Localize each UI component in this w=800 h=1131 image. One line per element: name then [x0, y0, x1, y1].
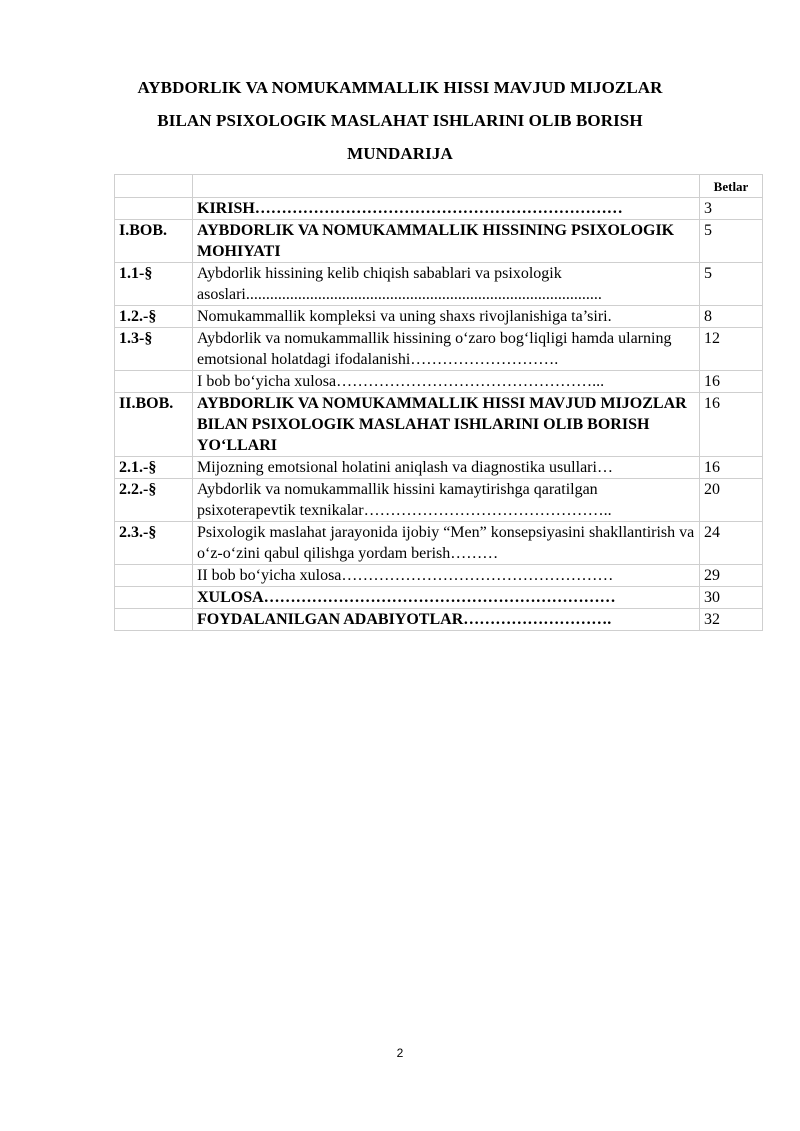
toc-row-page: 16 — [700, 457, 763, 479]
toc-row-number — [115, 565, 193, 587]
toc-row-title: AYBDORLIK VA NOMUKAMMALLIK HISSINING PSIXOLOGIK MOHIYATI — [193, 220, 700, 263]
toc-row-number: 2.1.-§ — [115, 457, 193, 479]
toc-row — [115, 609, 763, 631]
table-of-contents — [114, 174, 763, 631]
toc-row — [115, 306, 763, 328]
toc-row — [115, 198, 763, 220]
toc-row-number — [115, 198, 193, 220]
toc-row — [115, 263, 763, 306]
contents-heading: MUNDARIJA — [347, 144, 453, 163]
toc-row — [115, 565, 763, 587]
toc-row-title: Aybdorlik va nomukammallik hissini kamaytirishga qaratilgan psixoterapevtik texnikalar……………………………………….. — [193, 479, 700, 522]
toc-row-page: 24 — [700, 522, 763, 565]
toc-row-page: 30 — [700, 587, 763, 609]
toc-row — [115, 587, 763, 609]
toc-row-title: XULOSA………………………………………………………… — [193, 587, 700, 609]
toc-row-number — [115, 609, 193, 631]
toc-row — [115, 522, 763, 565]
toc-row-number: I.BOB. — [115, 220, 193, 263]
document-title-line-2: BILAN PSIXOLOGIK MASLAHAT ISHLARINI OLIB BORISH — [157, 111, 643, 130]
toc-row-title: FOYDALANILGAN ADABIYOTLAR………………………. — [193, 609, 700, 631]
toc-row — [115, 328, 763, 371]
toc-row-title: I bob bo‘yicha xulosa…………………………………………... — [193, 371, 700, 393]
toc-row-title: Nomukammallik kompleksi va uning shaxs rivojlanishiga ta’siri. — [193, 306, 700, 328]
toc-row-page: 5 — [700, 220, 763, 263]
toc-header-pages: Betlar — [700, 175, 763, 198]
toc-row-page: 16 — [700, 393, 763, 457]
toc-row — [115, 393, 763, 457]
toc-row — [115, 371, 763, 393]
toc-row-page: 16 — [700, 371, 763, 393]
document-title-line-1: AYBDORLIK VA NOMUKAMMALLIK HISSI MAVJUD MIJOZLAR — [137, 78, 663, 97]
toc-row-page: 32 — [700, 609, 763, 631]
toc-row-number: 2.2.-§ — [115, 479, 193, 522]
toc-row-page: 3 — [700, 198, 763, 220]
toc-row-title: II bob bo‘yicha xulosa…………………………………………… — [193, 565, 700, 587]
toc-row-number — [115, 371, 193, 393]
toc-row-page: 20 — [700, 479, 763, 522]
toc-row-page: 5 — [700, 263, 763, 306]
toc-row — [115, 220, 763, 263]
toc-row-number: 1.3-§ — [115, 328, 193, 371]
toc-header-empty-num — [115, 175, 193, 198]
toc-row-page: 29 — [700, 565, 763, 587]
toc-row-number: II.BOB. — [115, 393, 193, 457]
toc-header-empty-title — [193, 175, 700, 198]
toc-row-page: 12 — [700, 328, 763, 371]
toc-row-title: AYBDORLIK VA NOMUKAMMALLIK HISSI MAVJUD MIJOZLAR BILAN PSIXOLOGIK MASLAHAT ISHLARINI OLIB BORISH YO‘LLARI — [193, 393, 700, 457]
toc-row-number: 2.3.-§ — [115, 522, 193, 565]
toc-row-title: KIRISH…………………………………………………………… — [193, 198, 700, 220]
toc-row-number: 1.2.-§ — [115, 306, 193, 328]
toc-row-title: Psixologik maslahat jarayonida ijobiy “Men” konsepsiyasini shakllantirish va o‘z-o‘zini qabul qilishga yordam berish……… — [193, 522, 700, 565]
toc-row-page: 8 — [700, 306, 763, 328]
toc-header-row — [115, 175, 763, 198]
toc-row — [115, 479, 763, 522]
toc-row-number — [115, 587, 193, 609]
toc-row-title: Aybdorlik va nomukammallik hissining o‘zaro bog‘liqligi hamda ularning emotsional holatdagi ifodalanishi………………………. — [193, 328, 700, 371]
toc-row-number: 1.1-§ — [115, 263, 193, 306]
page-number: 2 — [396, 1046, 404, 1060]
toc-row-title: Mijozning emotsional holatini aniqlash va diagnostika usullari… — [193, 457, 700, 479]
toc-row — [115, 457, 763, 479]
toc-row-title: Aybdorlik hissining kelib chiqish sabablari va psixologik asoslari......................................................................................... — [193, 263, 700, 306]
